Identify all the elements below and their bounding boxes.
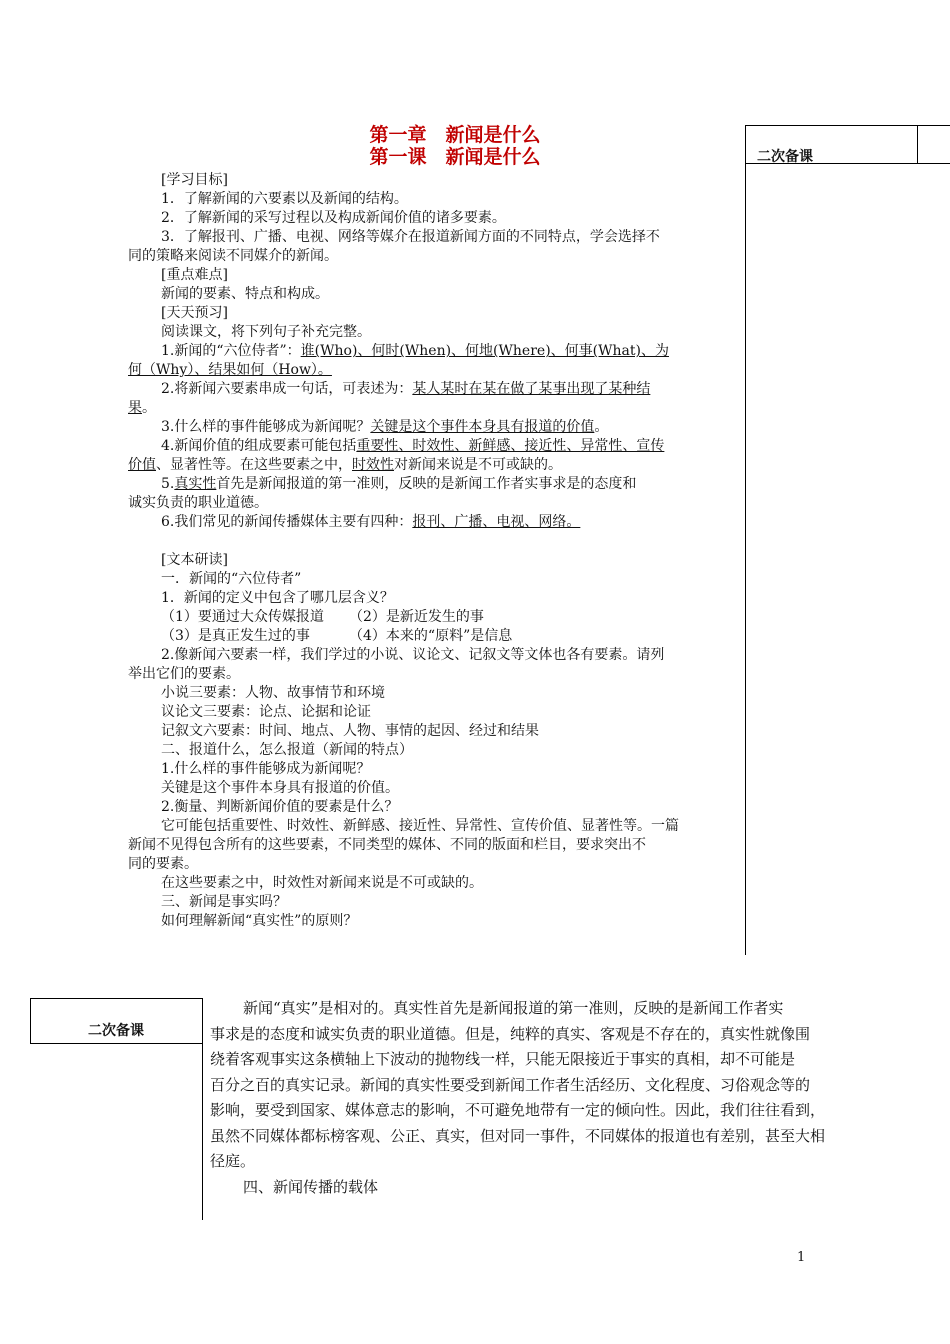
q5-prefix: 5. <box>161 476 175 492</box>
lower-para-line-7: 径庭。 <box>210 1152 256 1170</box>
q4-answer-key: 时效性 <box>352 457 394 473</box>
goals-heading: [学习目标] <box>161 172 228 188</box>
q5-text: 首先是新闻报道的第一准则，反映的是新闻工作者实事求是的态度和 <box>216 476 637 492</box>
option-4: （4）本来的“原料”是信息 <box>349 628 513 644</box>
goal-item-1: 1．了解新闻的六要素以及新闻的结构。 <box>161 191 408 207</box>
study-line-1: 一．新闻的“六位侍者” <box>161 571 302 587</box>
q1-prefix: 1.新闻的“六位侍者”： <box>161 343 301 359</box>
study-options-row-2 <box>128 627 738 646</box>
goal-item-3-cont: 同的策略来阅读不同媒介的新闻。 <box>128 248 338 264</box>
q5-answer: 真实性 <box>174 476 217 492</box>
key-heading: [重点难点] <box>161 267 228 283</box>
preview-q4 <box>128 437 738 456</box>
chapter-title: 第一章 新闻是什么 <box>369 124 541 146</box>
side-label-lower: 二次备课 <box>88 1023 144 1039</box>
study-line-11: 三、新闻是事实吗？ <box>161 894 287 910</box>
side-column-divider <box>745 125 746 955</box>
preview-q2 <box>128 380 738 399</box>
lower-next-heading: 四、新闻传播的载体 <box>243 1177 379 1196</box>
study-line-3: 小说三要素：人物、故事情节和环境 <box>161 685 385 701</box>
preview-q1-cont <box>128 361 738 380</box>
option-3: （3）是真正发生过的事 <box>161 628 310 644</box>
study-options-row-1 <box>128 608 738 627</box>
preview-q1 <box>128 342 738 361</box>
lower-box-bottom-border <box>30 1043 202 1044</box>
study-q2-cont: 举出它们的要素。 <box>128 666 240 682</box>
lower-para-line-2: 事求是的态度和诚实负责的职业道德。但是，纯粹的真实、客观是不存在的，真实性就像围 <box>210 1024 811 1043</box>
side-box-inner-border <box>917 125 918 163</box>
study-line-6: 二、报道什么，怎么报道（新闻的特点） <box>161 742 413 758</box>
key-text: 新闻的要素、特点和构成。 <box>161 286 329 302</box>
q3-suffix: 。 <box>594 419 609 435</box>
q1-answer: 谁(Who)、何时(When)、何地(Where)、何事(What)、为 <box>300 343 669 359</box>
study-line-12: 如何理解新闻“真实性”的原则？ <box>161 913 358 929</box>
preview-q2-cont <box>128 399 738 418</box>
study-line-5: 记叙文六要素：时间、地点、人物、事情的起因、经过和结果 <box>161 723 539 739</box>
q1-answer-cont: 何（Why）、结果如何（How）。 <box>128 362 332 378</box>
q3-answer: 关键是这个事件本身具有报道的价值 <box>370 419 595 435</box>
side-box-top-border <box>745 125 950 126</box>
lower-content <box>210 996 862 1200</box>
lesson-title: 第一课 新闻是什么 <box>369 146 541 168</box>
study-line-7: 1.什么样的事件能够成为新闻呢？ <box>161 761 371 777</box>
q6-answer: 报刊、广播、电视、网络。 <box>412 514 581 530</box>
preview-intro: 阅读课文，将下列句子补充完整。 <box>161 324 371 340</box>
q2-answer-cont: 果 <box>128 400 142 416</box>
main-content <box>128 171 738 931</box>
preview-q6 <box>128 513 738 532</box>
lower-para-line-3: 绕着客观事实这条横轴上下波动的抛物线一样，只能无限接近于事实的真相，却不可能是 <box>210 1050 796 1068</box>
preview-q4-cont <box>128 456 738 475</box>
preview-q5-cont: 诚实负责的职业道德。 <box>128 495 268 511</box>
study-line-2: 1．新闻的定义中包含了哪几层含义？ <box>161 590 394 606</box>
q3-prefix: 3.什么样的事件能够成为新闻呢？ <box>161 419 371 435</box>
lower-box-left-border <box>30 998 31 1044</box>
lower-para-line-6: 虽然不同媒体都标榜客观、公正、真实，但对同一事件，不同媒体的报道也有差别，甚至大相 <box>210 1126 826 1145</box>
lower-para-line-1: 新闻“真实”是相对的。真实性首先是新闻报道的第一准则，反映的是新闻工作者实 <box>243 999 784 1017</box>
q6-prefix: 6.我们常见的新闻传播媒体主要有四种： <box>161 514 413 530</box>
preview-q5 <box>128 475 738 494</box>
study-para-c: 同的要素。 <box>128 856 198 872</box>
q2-prefix: 2.将新闻六要素串成一句话，可表述为： <box>161 381 413 397</box>
side-label-top: 二次备课 <box>757 149 813 165</box>
goal-item-2: 2．了解新闻的采写过程以及构成新闻价值的诸多要素。 <box>161 210 506 226</box>
study-line-4: 议论文三要素：论点、论据和论证 <box>161 704 371 720</box>
study-line-10: 在这些要素之中，时效性对新闻来说是不可或缺的。 <box>161 875 483 891</box>
q4-prefix: 4.新闻价值的组成要素可能包括 <box>161 438 357 454</box>
lower-para-line-4: 百分之百的真实记录。新闻的真实性要受到新闻工作者生活经历、文化程度、习俗观念等的 <box>210 1075 811 1094</box>
q4-suffix: 对新闻来说是不可或缺的。 <box>394 457 562 473</box>
study-heading: [文本研读] <box>161 552 228 568</box>
goal-item-3: 3．了解报刊、广播、电视、网络等媒介在报道新闻方面的不同特点，学会选择不 <box>161 229 660 245</box>
study-para-b: 新闻不见得包含所有的这些要素，不同类型的媒体、不同的版面和栏目，要求突出不 <box>128 837 646 853</box>
q4-answer-cont: 价值 <box>128 457 156 473</box>
study-line-8: 关键是这个事件本身具有报道的价值。 <box>161 780 399 796</box>
q4-answer: 重要性、时效性、新鲜感、接近性、异常性、宣传 <box>356 438 665 454</box>
option-1: （1）要通过大众传媒报道 <box>161 609 324 625</box>
lower-box-top-border <box>30 998 202 999</box>
lower-para-line-5: 影响，要受到国家、媒体意志的影响，不可避免地带有一定的倾向性。因此，我们往往看到， <box>210 1101 826 1119</box>
page-number: 1 <box>797 1250 806 1265</box>
q2-suffix: 。 <box>142 400 156 416</box>
study-para-a: 它可能包括重要性、时效性、新鲜感、接近性、异常性、宣传价值、显著性等。一篇 <box>161 818 679 834</box>
q2-answer: 某人某时在某在做了某事出现了某种结 <box>412 381 651 397</box>
study-line-9: 2.衡量、判断新闻价值的要素是什么？ <box>161 799 399 815</box>
preview-q3 <box>128 418 738 437</box>
preview-heading: [天天预习] <box>161 305 228 321</box>
q4-mid: 、显著性等。在这些要素之中， <box>156 457 352 473</box>
option-2: （2）是新近发生的事 <box>349 609 484 625</box>
study-q2: 2.像新闻六要素一样，我们学过的小说、议论文、记叙文等文体也各有要素。请列 <box>161 647 665 663</box>
lower-column-divider <box>202 998 203 1220</box>
